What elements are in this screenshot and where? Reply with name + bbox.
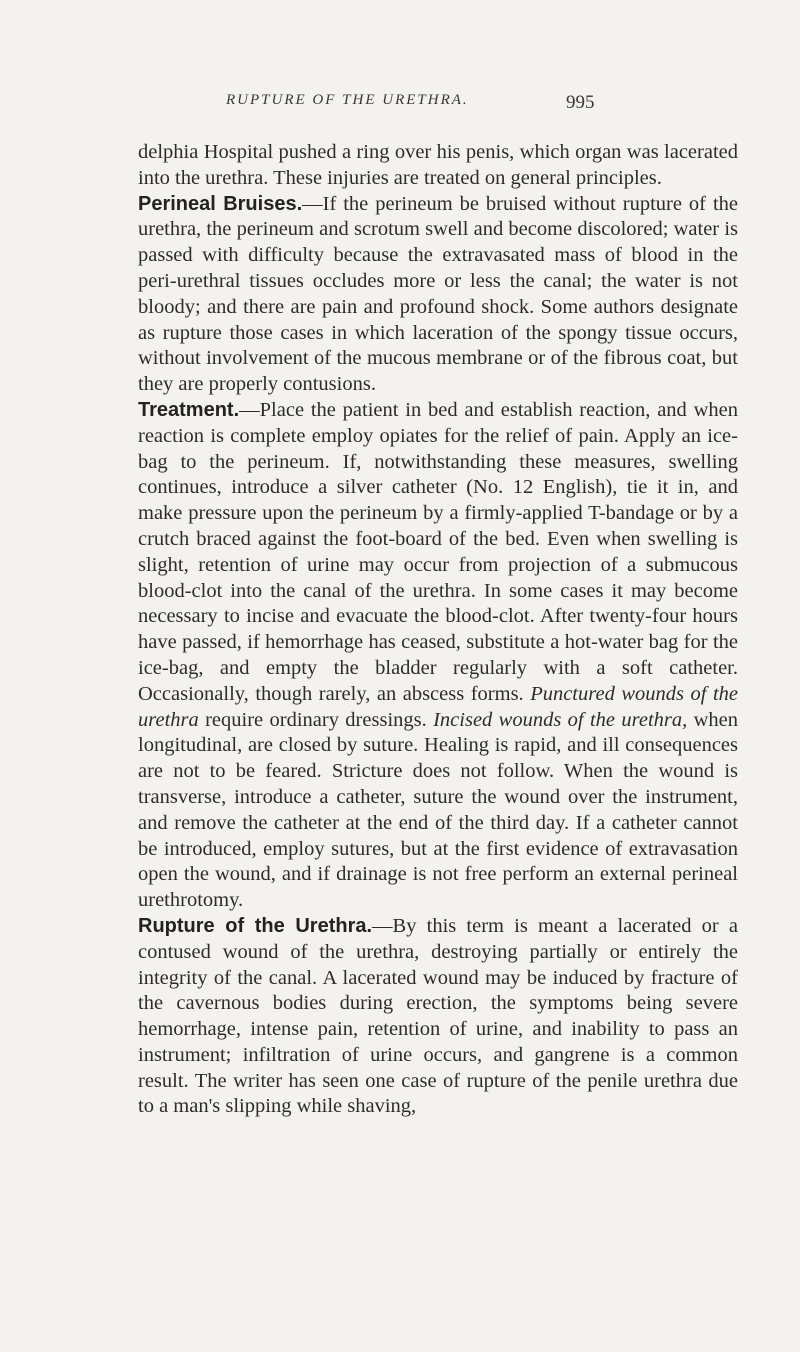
punctured-wounds-phrase: Punctured wounds of the urethra bbox=[138, 682, 738, 731]
paragraph-continuation: delphia Hospital pushed a ring over his penis, which organ was lacerated into the urethra. These injuries are treated on general principles. bbox=[138, 141, 738, 189]
perineal-bruises-text: —If the perineum be bruised without rupture of the urethra, the perineum and scrotum swell and become discolored; water is passed with difficulty because the extravasated mass of blood in the peri-urethral tissues occludes more or less the canal; the water is not bloody; and there are pain and profound shock. Some authors designate as rupture those cases in which laceration of the spongy tissue occurs, without involvement of the mucous membrane or of the fibrous coat, but they are properly contusions. bbox=[138, 192, 738, 396]
paragraph-perineal-bruises bbox=[138, 192, 738, 398]
body-text bbox=[138, 140, 738, 1120]
page-number: 995 bbox=[566, 92, 595, 113]
rupture-text: —By this term is meant a lacerated or a contused wound of the urethra, destroying partially or entirely the integrity of the canal. A lacerated wound may be induced by fracture of the cavernous bodies during erection, the symptoms being severe hemorrhage, intense pain, retention of urine, and inability to pass an instrument; infiltration of urine occurs, and gangrene is a common result. The writer has seen one case of rupture of the penile urethra due to a man's slipping while shaving, bbox=[138, 914, 738, 1118]
paragraph-treatment bbox=[138, 398, 738, 914]
running-head: RUPTURE OF THE URETHRA. bbox=[226, 92, 469, 108]
section-heading-treatment: Treatment. bbox=[138, 398, 240, 421]
paragraph-rupture bbox=[138, 914, 738, 1120]
section-heading-rupture: Rupture of the Urethra. bbox=[138, 914, 373, 937]
treatment-text-c: when longitudinal, are closed by suture. Healing is rapid, and ill consequences are not to be feared. Stricture does not follow. When the wound is transverse, introduce a catheter, suture the wound over the instrument, and remove the catheter at the end of the third day. If a catheter cannot be introduced, employ sutures, but at the first evidence of extravasation open the wound, and if drainage is not free perform an external perineal urethrotomy. bbox=[138, 708, 739, 912]
incised-wounds-phrase: Incised wounds of the urethra, bbox=[433, 708, 688, 731]
section-heading-perineal-bruises: Perineal Bruises. bbox=[138, 192, 303, 215]
treatment-text-b: require ordinary dressings. bbox=[198, 708, 434, 731]
treatment-text-a: —Place the patient in bed and establish reaction, and when reaction is complete employ opiates for the relief of pain. Apply an ice-bag to the perineum. If, notwithstanding these measures, swelling continues, introduce a silver catheter (No. 12 English), tie it in, and make pressure upon the perineum by a firmly-applied T-bandage or by a crutch braced against the foot-board of the bed. Even when swelling is slight, retention of urine may occur from projection of a submucous blood-clot into the canal of the urethra. In some cases it may become necessary to incise and evacuate the blood-clot. After twenty-four hours have passed, if hemorrhage has ceased, substitute a hot-water bag for the ice-bag, and empty the bladder regularly with a soft catheter. Occasionally, though rarely, an abscess forms. bbox=[138, 398, 738, 705]
